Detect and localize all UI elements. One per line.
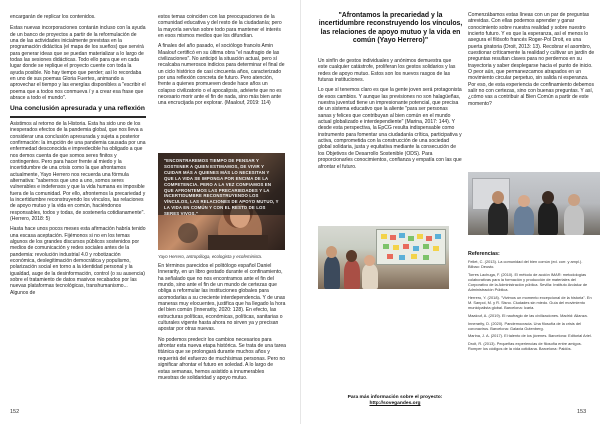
photo-caption: Yayo Herrero, antropóloga, ecologista y ecofeminista.	[158, 254, 263, 259]
sticky-note	[387, 254, 393, 259]
sticky-note	[423, 244, 429, 249]
sticky-note-board	[376, 229, 446, 265]
right-column-1	[318, 58, 462, 174]
person-head	[568, 194, 580, 206]
references-heading: Referencias:	[468, 251, 500, 257]
person-head	[518, 195, 530, 207]
paragraph: Lo que sí tenemos claro es que la gente joven será protagonista de esos cambios. Y aunque las previsiones no son halagüeñas, nuestra juventud tiene un impresionante potencial, que precisa de un sistema educativo que la aliente "para ser personas sanas y felices que contribuyan al bien común en el mundo actual globalizado e interdependiente" (Marina, 2017: 144). Y desde esta perspectiva, la EpCG resulta indispensable como instrumento para fomentar una ciudadanía crítica, participativa y activa, comprometida con la construcción de una sociedad global solidaria, justa y equitativa mediante la consecución de los Objetivos de Desarrollo Sostenible (ODS). Para proporcionarles conocimientos, confianza y empatía con las que afrontar el futuro.	[318, 87, 462, 170]
references-list	[468, 259, 592, 354]
sticky-note	[435, 234, 441, 239]
person-head	[364, 255, 375, 266]
person-figure	[564, 205, 584, 235]
pull-quote-title: "Afrontamos la precariedad y la incertidumbre reconstruyendo los vínculos, las relaciones de apoyo mutuo y la vida en común (Yayo Herrero)"	[318, 12, 463, 44]
section-divider	[10, 116, 146, 117]
person-head	[346, 250, 357, 262]
reference-item: Droit, R. (2013). Pequeñas experiencias de filosofía entre amigos. Romper los códigos de la vida cotidiana. Barcelona: Paidós.	[468, 340, 582, 352]
person-figure	[344, 260, 360, 289]
reference-item: Innerarity, D. (2020). Pandemocracia. Una filosofía de la crisis del coronavirus. Barcelona: Galaxia Gutenberg.	[468, 320, 582, 331]
sticky-note	[433, 246, 439, 251]
sticky-note	[403, 244, 409, 249]
paragraph: Hasta hace unos pocos meses esta afirmación habría tenido una escasa aceptación. Fijémonos si no en los temas algunos de los grandes discursos públicos sostenidos por medios de comunicación y redes sociales antes de la pandemia: revolución industrial 4.0 y robotización económica, deslegitimación democrática y populismo, polarización social en torno a la identidad personal y la igualdad, auge de la desinformación, control (o su ausencia) sobre el tratamiento de datos masivos recabados por las nuevas plataformas tecnológicas, transhumanismo... Algunos de	[10, 226, 146, 296]
sticky-note	[413, 246, 419, 251]
sticky-note	[408, 236, 414, 241]
project-link[interactable]: http://sovegandes.org	[369, 401, 421, 407]
person-figure	[514, 206, 534, 235]
paragraph: Comenzábamos estas líneas con un par de preguntas atrevidas. Con ellas podemos aprender y ganar conocimiento sobre nuestra realidad y sobre nuestro incierto futuro. Y es que la esperanza, así el menos lo asegura el filósofo francés Roger-Pol Droit, es una puerta giratoria (Droit, 2013: 13). Recobrar el asombro, cuestionar críticamente la realidad y cultivar un jardín de preguntas resultan claves para no perdernos en su trayectoria y saber desplegarse hacia el punto de inicio. O peor aún, que permanezcamos atrapados en un movimiento circular perpetuo, sin salida ni esperanza. Por eso, de esta experiencia de confinamiento debemos salir no con certezas, sino con buenas preguntas. Y así, ¿cómo vas a contribuir al Bien Común a partir de este momento?	[468, 12, 595, 107]
person-figure	[324, 256, 340, 289]
reference-item: Marina, J. A. (2017). El talento de los jóvenes. Barcelona: Editorial Ariel.	[468, 333, 592, 339]
paragraph: estos temas coinciden con las preocupaciones de la comunidad educativa y del resto de la ciudadanía; pero la mayoría servían sobre todo para mantener el interés en esos mismos medios que los difundían.	[158, 14, 282, 40]
left-column-1	[10, 14, 146, 300]
person-figure	[488, 202, 508, 235]
sticky-note	[417, 234, 423, 239]
reference-item: Herrero, Y. (2018). "Vivimos un momento excepcional de la historia". En M. Sanpol, M. y R. Sisno. Ciudades sin miedo. Guía del movimiento municipalista global. Barcelona: Icaria.	[468, 295, 592, 311]
paragraph: encargarán de replicar los contenidos.	[10, 14, 96, 20]
workshop-photo	[318, 226, 449, 289]
person-figure	[538, 202, 558, 235]
person-head	[326, 246, 337, 258]
photo-quote-overlay: "ENCONTRAREMOS TIEMPO DE PENSAR Y SOSTENER A QUIEN ESTIMAMOS, DE VIVIR Y CUIDAR MÁS A QUIENES MÁS LO NECESITAN Y QUE LA VIDA SE IMPONGA POR ENCIMA DE LA COMPETENCIA. PERO A LA VEZ CONFIAMOS EN QUE AFRONTEMOS LAS PRECARIEDADES Y LA INCERTIDUMBRE RECONSTRUYENDO LOS VÍNCULOS, LAS RELACIONES DE APOYO MUTUO, Y LA VIDA EN COMÚN Y CON EL RESTO DE LOS SERES VIVOS."	[158, 153, 285, 215]
sticky-note	[381, 234, 387, 239]
page-number-right: 153	[577, 409, 587, 415]
person-figure	[362, 264, 378, 289]
paragraph: Asistimos al retorno de la Historia. Esta ha sido uno de los inesperados efectos de la pandemia global, que nos lleva a considerar una conclusión apresurada y sujeta a posterior confirmación: la irrupción de una pandemia causada por una enfermedad desconocida e impredecible ha obligado a que nos demos cuenta de que somos seres finitos y contingentes. Pero para hacer frente al miedo y la incertidumbre de una crisis como la que afrontamos actualmente, Yayo Herrero nos recuerda una fórmula alternativa: "sabernos que uno a uno, somos seres vulnerables e indefensos y que la vida humana es imposible fuera de la comunidad. Por ello, afrontemos la precariedad y la incertidumbre reconstruyendo los vínculos, las relaciones de apoyo mutuo y la vida en común, haciéndonos responsables, todos y todas, de sostenerla cotidianamente". (Herrero, 2018: 5)	[10, 120, 146, 223]
left-column-2-bottom	[158, 263, 286, 385]
left-column-2-top	[158, 14, 286, 111]
paragraph: Estas nuevas incorporaciones contarán incluso con la ayuda de un banco de proyectos a partir de la reformulación de una de las actividades inicialmente previstas en la programación didáctica (el mapa de los sueños) que servirá para generar ideas que se puedan materializar a lo largo de todas las sesiones didácticas. Todo ello para que en cada lugar donde se replique el proyecto cuente con toda la ayuda posible. No hay tiempo que perder; así lo recordaba en uno de sus poemas Gloria Fuertes, animando a aprovechar el tiempo y las energías disponibles a "escribir el poema que a todos nos conmueva / y a crear esa frase que abrace a todo el mundo".	[10, 25, 146, 102]
person-head	[542, 191, 554, 204]
person-head	[492, 191, 504, 204]
section-heading: Una conclusión apresurada y una reflexión	[10, 105, 145, 113]
sticky-note	[390, 235, 396, 240]
paragraph: En términos parecidos el politólogo español Daniel Innerarity, en un libro gestado durante el confinamiento, ha señalado que no nos encontramos ante el fin del mundo, sino ante el fin de un mundo de certezas que obliga a reformular las instituciones globales para acomodarlas a su creciente interdependencia. Y de unas maneras muy elocuentes, justifica que ha llegado la hora del bien común (Innerarity, 2020: 128). En efecto, las estructuras políticas, económicas, políticas, sanitarias o culturales vigente hasta ahora no sirven ya y precisan apostar por otras nuevas.	[158, 263, 286, 333]
paragraph: No podemos predecir los cambios necesarios para afrontar esta nueva etapa histórica. Se trata de una tarea titánica que se prolongará durante muchos años y requerirá del esfuerzo de muchísimas personas. Pero no significar afrontar el futuro en soledad. A lo largo de estas semanas, hemos asistido a innumerables muestras de solidaridad y apoyo mutuo.	[158, 336, 286, 381]
reference-item: Torres Lachuga, F. (2010). El método de acción IMAR: metodologías colaborativas para la formación y producción de materiales del Corporativo de la Administración pública. Sevilla: Instituto Andaluz de Administración Pública.	[468, 271, 588, 293]
sticky-note	[393, 245, 399, 250]
reference-item: Fellet, C. (2013). La comunidad del bien común (ed. corr. y ampl.). Bilbao: Deusto.	[468, 259, 583, 270]
more-info-label: Para más información sobre el proyecto:	[347, 395, 443, 400]
quote-photo	[158, 153, 285, 250]
sticky-note	[399, 255, 405, 260]
sticky-note	[423, 255, 429, 260]
students-photo	[468, 172, 600, 235]
page-number-left: 152	[10, 409, 20, 415]
sticky-note	[411, 254, 417, 259]
more-info-block	[330, 395, 460, 407]
right-column-2	[468, 12, 596, 111]
sticky-note	[399, 233, 405, 238]
sticky-note	[383, 244, 389, 249]
sticky-note	[426, 236, 432, 241]
reference-item: Maalouf, A. (2019). El naufragio de las civilizaciones. Madrid: Alianza.	[468, 313, 588, 318]
paragraph: Un sinfín de gestos individuales y anónimos demuestra que este cualquier catástrofe, proliferan los gestos solidarios y las redes de apoyo mutuo. Estos son los nuevos rasgos de las futuras instituciones.	[318, 58, 456, 84]
paragraph: A finales del año pasado, el sociólogo francés Amin Maalouf certificó en su última obra "el naufragio de las civilizaciones". No anticipó la situación actual, pero sí recalcaba numerosos indicios para determinar el final de un ciclo histórico de casi cincuenta años, caracterizado por una reflexión concreta de futuro. Pero atención, frente a quienes promueven desde hace años un colapso civilizatorio o el apocalipsis, advierte que no es necesario morir ante el fin de nada, sino más bien ante una encrucijada por explorar. (Maalouf, 2019: 114)	[158, 43, 285, 107]
